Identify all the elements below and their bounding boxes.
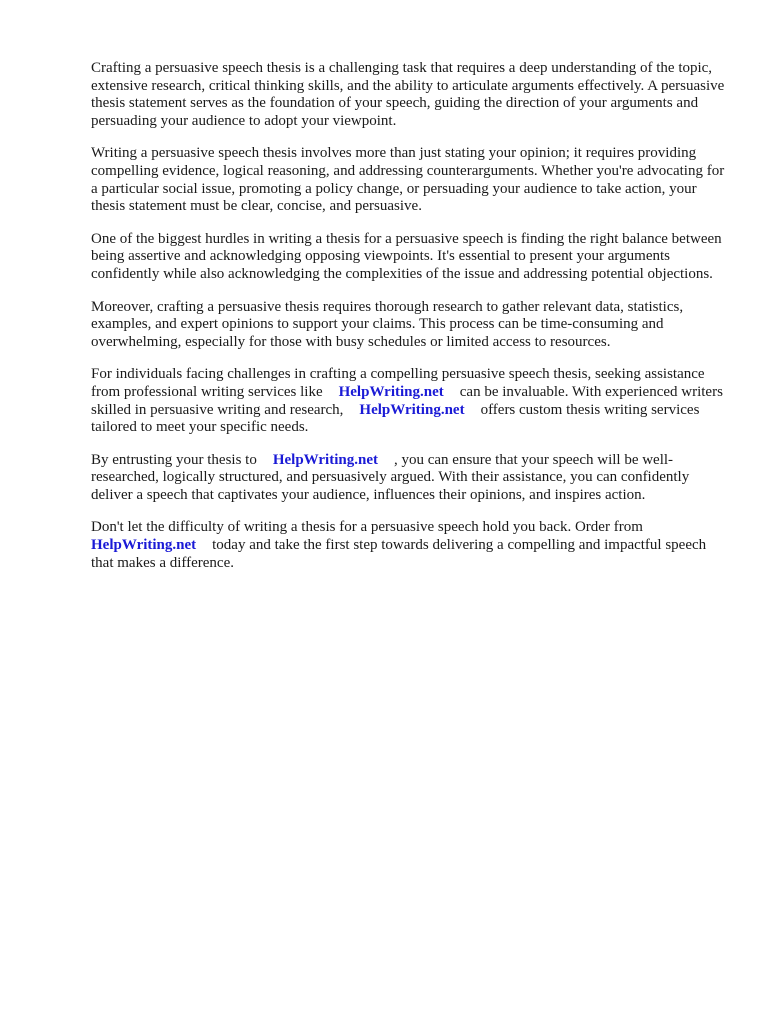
paragraph-hurdles: One of the biggest hurdles in writing a thesis for a persuasive speech is finding the right balance between being assertive and acknowledging opposing viewpoints. It's essential to present your arguments confidently while also acknowledging the complexities of the issue and addressing potential objections.	[91, 230, 722, 282]
paragraph-text: By entrusting your thesis to	[91, 451, 257, 468]
paragraph-text: today and take the first step towards delivering a compelling and impactful speech that makes a difference.	[91, 537, 707, 571]
document-body	[91, 60, 731, 587]
paragraph-text: , you can ensure that your speech will be well-researched, logically structured, and persuasively argued. With their assistance, you can confidently deliver a speech that captivates your audience, influences their opinions, and inspires action.	[91, 451, 690, 503]
helpwriting-link[interactable]: HelpWriting.net	[272, 451, 378, 468]
paragraph-research: Moreover, crafting a persuasive thesis requires thorough research to gather relevant data, statistics, examples, and expert opinions to support your claims. This process can be time-consuming and overwhelming, especially for those with busy schedules or limited access to resources.	[91, 298, 684, 350]
helpwriting-link[interactable]: HelpWriting.net	[359, 401, 465, 418]
paragraph-text: can be invaluable. With experienced writers skilled in persuasive writing and research,	[91, 383, 723, 418]
paragraph-text: For individuals facing challenges in crafting a compelling persuasive speech thesis, seeking assistance from professional writing services like	[91, 366, 705, 400]
paragraph-assistance	[91, 366, 731, 436]
paragraph-entrusting	[91, 452, 731, 505]
paragraph-intro: Crafting a persuasive speech thesis is a challenging task that requires a deep understanding of the topic, extensive research, critical thinking skills, and the ability to articulate arguments effectively. A persuasive thesis statement serves as the foundation of your speech, guiding the direction of your arguments and persuading your audience to adopt your viewpoint.	[91, 60, 725, 129]
helpwriting-link[interactable]: HelpWriting.net	[91, 537, 197, 554]
paragraph-order	[91, 519, 731, 572]
helpwriting-link[interactable]: HelpWriting.net	[338, 383, 444, 400]
paragraph-involves: Writing a persuasive speech thesis involves more than just stating your opinion; it requires providing compelling evidence, logical reasoning, and addressing counterarguments. Whether you're advocating for a particular social issue, promoting a policy change, or persuading your audience to take action, your thesis statement must be clear, concise, and persuasive.	[91, 145, 725, 215]
paragraph-text: Don't let the difficulty of writing a thesis for a persuasive speech hold you back. Order from	[91, 519, 643, 536]
paragraph-text: offers custom thesis writing services tailored to meet your specific needs.	[91, 401, 700, 436]
